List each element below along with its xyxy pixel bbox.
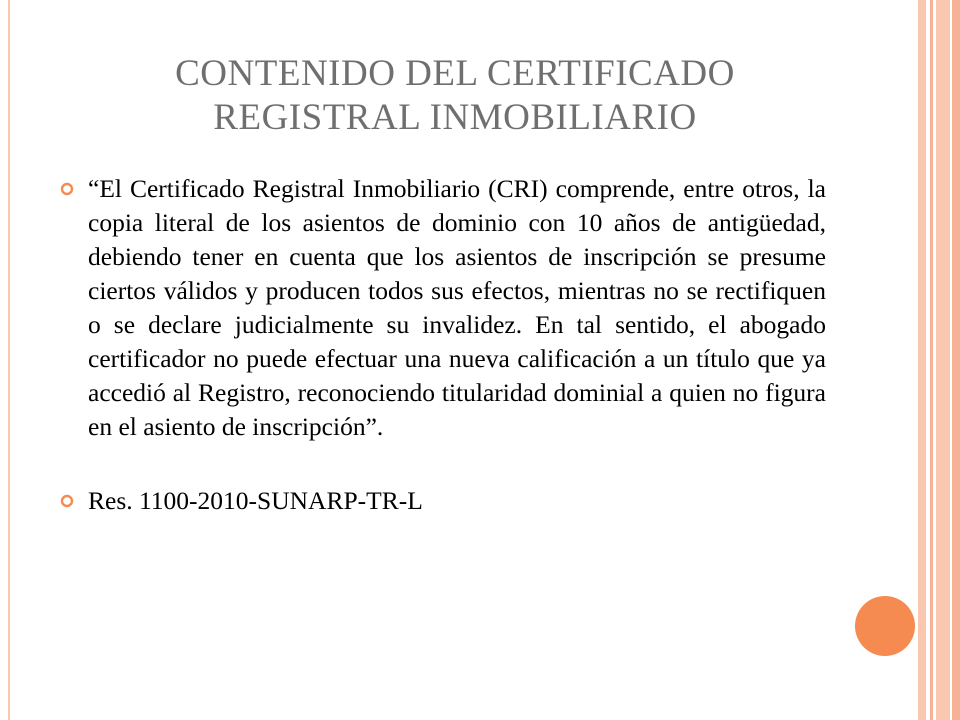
- slide-title: [60, 52, 850, 140]
- ring-bullet-icon: [60, 494, 74, 508]
- bullet-text: “El Certificado Registral Inmobiliario (CRI) comprende, entre otros, la copia literal de los asientos de dominio con 10 años de antigüedad, debiendo tener en cuenta que los asientos de inscripción se presume ciertos válidos y producen todos sus efectos, mientras no se rectifiquen o se declare judicialmente su invalidez. En tal sentido, el abogado certificador no puede efectuar una nueva calificación a un título que ya accedió al Registro, reconociendo titularidad dominial a quien no figura en el asiento de inscripción”.: [88, 174, 826, 441]
- title-line-2: REGISTRAL INMOBILIARIO: [213, 97, 697, 138]
- list-item: [58, 484, 826, 518]
- list-item: [58, 172, 826, 444]
- slide-body: [58, 172, 826, 518]
- left-border-line: [8, 0, 10, 720]
- decorative-circle: [855, 596, 915, 656]
- right-stripe: [936, 0, 950, 720]
- bullet-text: Res. 1100-2010-SUNARP-TR-L: [88, 486, 423, 515]
- right-stripe: [952, 0, 960, 720]
- title-line-1: CONTENIDO DEL CERTIFICADO: [175, 53, 735, 94]
- right-stripe: [918, 0, 926, 720]
- ring-bullet-icon: [60, 182, 74, 196]
- right-stripe: [930, 0, 933, 720]
